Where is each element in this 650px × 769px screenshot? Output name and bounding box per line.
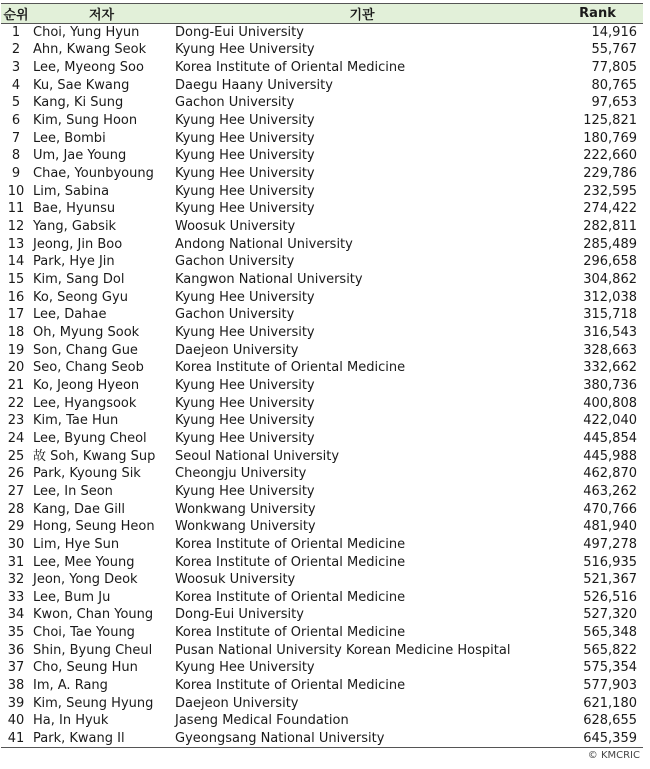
author-cell: Shin, Byung Cheul	[33, 642, 153, 658]
table-row	[1, 94, 643, 112]
rank-cell: 16	[7, 289, 25, 305]
author-cell: Ko, Jeong Hyeon	[33, 377, 140, 393]
score-cell: 296,658	[583, 254, 637, 270]
score-cell: 445,854	[583, 430, 637, 446]
table-body	[1, 24, 643, 748]
author-cell: Park, Kyoung Sik	[33, 466, 141, 482]
author-cell: Lee, Mee Young	[33, 554, 135, 570]
rank-cell: 5	[11, 95, 21, 111]
rank-cell: 10	[7, 183, 25, 199]
table-row	[1, 147, 643, 165]
score-cell: 304,862	[583, 272, 637, 288]
author-cell: Kim, Sang Dol	[33, 272, 125, 288]
author-cell: Lim, Hye Sun	[33, 536, 120, 552]
rank-cell: 14	[7, 254, 25, 270]
score-cell: 516,935	[583, 554, 637, 570]
score-cell: 229,786	[583, 166, 637, 182]
header-score: Rank	[552, 4, 643, 24]
rank-cell: 15	[7, 272, 25, 288]
table-row	[1, 235, 643, 253]
score-cell: 125,821	[583, 113, 637, 129]
table-row	[1, 447, 643, 465]
score-cell: 222,660	[583, 148, 637, 164]
table-header-row	[1, 4, 643, 24]
institution-cell: Pusan National University Korean Medicine Hospital	[175, 642, 511, 658]
rank-cell: 35	[7, 625, 25, 641]
author-cell: Im, A. Rang	[33, 678, 108, 694]
table-row	[1, 694, 643, 712]
institution-cell: Korea Institute of Oriental Medicine	[175, 554, 406, 570]
rank-cell: 17	[7, 307, 25, 323]
score-cell: 55,767	[591, 42, 637, 58]
institution-cell: Korea Institute of Oriental Medicine	[175, 536, 406, 552]
table-row	[1, 200, 643, 218]
table-row	[1, 112, 643, 130]
rank-cell: 31	[7, 554, 25, 570]
institution-cell: Korea Institute of Oriental Medicine	[175, 678, 406, 694]
rank-cell: 27	[7, 483, 25, 499]
author-cell: Ahn, Kwang Seok	[33, 42, 147, 58]
author-cell: Yang, Gabsik	[33, 219, 117, 235]
institution-cell: Cheongju University	[175, 466, 307, 482]
rank-cell: 22	[7, 395, 25, 411]
table-row	[1, 589, 643, 607]
author-cell: Lee, Bum Ju	[33, 589, 111, 605]
institution-cell: Kyung Hee University	[175, 166, 315, 182]
table-row	[1, 359, 643, 377]
score-cell: 445,988	[583, 448, 637, 464]
author-cell: Kang, Ki Sung	[33, 95, 124, 111]
rank-cell: 29	[7, 519, 25, 535]
institution-cell: Kyung Hee University	[175, 42, 315, 58]
score-cell: 312,038	[583, 289, 637, 305]
author-cell: Kim, Seung Hyung	[33, 695, 154, 711]
institution-cell: Kyung Hee University	[175, 183, 315, 199]
rank-cell: 20	[7, 360, 25, 376]
author-cell: Lee, Byung Cheol	[33, 430, 147, 446]
score-cell: 97,653	[591, 95, 637, 111]
score-cell: 481,940	[583, 519, 637, 535]
score-cell: 180,769	[583, 130, 637, 146]
author-cell: Kim, Tae Hun	[33, 413, 119, 429]
institution-cell: Korea Institute of Oriental Medicine	[175, 589, 406, 605]
rank-cell: 19	[7, 342, 25, 358]
author-cell: Chae, Younbyoung	[33, 166, 154, 182]
rank-cell: 18	[7, 324, 25, 340]
institution-cell: Kyung Hee University	[175, 201, 315, 217]
score-cell: 645,359	[552, 730, 643, 748]
rank-cell: 21	[7, 377, 25, 393]
table-row	[1, 536, 643, 554]
table-row	[1, 182, 643, 200]
institution-cell: Seoul National University	[175, 448, 340, 464]
institution-cell: Dong-Eui University	[175, 25, 304, 41]
score-cell: 14,916	[591, 25, 637, 41]
rank-cell: 39	[7, 695, 25, 711]
institution-cell: Kyung Hee University	[175, 413, 315, 429]
author-cell: Lim, Sabina	[33, 183, 110, 199]
rank-cell: 4	[11, 77, 21, 93]
score-cell: 565,348	[583, 625, 637, 641]
rank-cell: 8	[11, 148, 21, 164]
rank-cell: 25	[7, 448, 25, 464]
institution-cell: Wonkwang University	[175, 519, 316, 535]
author-cell: Um, Jae Young	[33, 148, 127, 164]
rank-cell: 36	[7, 642, 25, 658]
score-cell: 462,870	[583, 466, 637, 482]
score-cell: 497,278	[583, 536, 637, 552]
rank-cell: 23	[7, 413, 25, 429]
table-row	[1, 218, 643, 236]
score-cell: 282,811	[583, 219, 637, 235]
table-row	[1, 465, 643, 483]
institution-cell: Woosuk University	[175, 219, 296, 235]
author-cell: Lee, Myeong Soo	[33, 60, 144, 76]
table-row	[1, 41, 643, 59]
institution-cell: Wonkwang University	[175, 501, 316, 517]
institution-cell: Korea Institute of Oriental Medicine	[175, 625, 406, 641]
institution-cell: Kyung Hee University	[175, 289, 315, 305]
rank-cell: 11	[7, 201, 25, 217]
rank-cell: 1	[11, 25, 21, 41]
score-cell: 80,765	[591, 77, 637, 93]
rank-cell: 34	[7, 607, 25, 623]
score-cell: 565,822	[583, 642, 637, 658]
table-row	[1, 24, 643, 42]
score-cell: 521,367	[583, 572, 637, 588]
table-row	[1, 677, 643, 695]
author-cell: Lee, Bombi	[33, 130, 106, 146]
author-cell: Jeong, Jin Boo	[33, 236, 123, 252]
score-cell: 526,516	[583, 589, 637, 605]
rank-cell: 28	[7, 501, 25, 517]
table-row	[1, 430, 643, 448]
institution-cell: Gachon University	[175, 95, 295, 111]
institution-cell: Daejeon University	[175, 342, 299, 358]
author-cell: Choi, Yung Hyun	[33, 25, 140, 41]
rank-cell: 13	[7, 236, 25, 252]
score-cell: 400,808	[583, 395, 637, 411]
author-cell: Kwon, Chan Young	[33, 607, 154, 623]
author-cell: Park, Hye Jin	[33, 254, 115, 270]
score-cell: 621,180	[583, 695, 637, 711]
rank-cell: 33	[7, 589, 25, 605]
author-cell: Ku, Sae Kwang	[33, 77, 130, 93]
score-cell: 232,595	[583, 183, 637, 199]
rank-cell: 3	[11, 60, 21, 76]
table-row	[1, 324, 643, 342]
table-row	[1, 641, 643, 659]
score-cell: 380,736	[583, 377, 637, 393]
rank-cell: 32	[7, 572, 25, 588]
score-cell: 527,320	[583, 607, 637, 623]
score-cell: 628,655	[583, 713, 637, 729]
score-cell: 285,489	[583, 236, 637, 252]
table-row	[1, 712, 643, 730]
institution-cell: Kyung Hee University	[175, 130, 315, 146]
rank-cell: 30	[7, 536, 25, 552]
score-cell: 463,262	[583, 483, 637, 499]
institution-cell: Korea Institute of Oriental Medicine	[175, 360, 406, 376]
institution-cell: Kangwon National University	[175, 272, 363, 288]
institution-cell: Gyeongsang National University	[172, 730, 552, 748]
rank-cell: 7	[11, 130, 21, 146]
author-cell: Kim, Sung Hoon	[33, 113, 138, 129]
score-cell: 470,766	[583, 501, 637, 517]
institution-cell: Woosuk University	[175, 572, 296, 588]
header-rank: 순위	[1, 4, 31, 24]
table-row	[1, 571, 643, 589]
author-cell: Lee, Dahae	[33, 307, 107, 323]
institution-cell: Daegu Haany University	[175, 77, 333, 93]
institution-cell: Kyung Hee University	[175, 430, 315, 446]
table-row	[1, 271, 643, 289]
rank-cell: 9	[11, 166, 21, 182]
author-cell: Oh, Myung Sook	[33, 324, 140, 340]
score-cell: 316,543	[583, 324, 637, 340]
rank-cell: 37	[7, 660, 25, 676]
table-row	[1, 553, 643, 571]
rank-cell: 38	[7, 678, 25, 694]
author-cell: Lee, Hyangsook	[33, 395, 137, 411]
institution-cell: Kyung Hee University	[175, 148, 315, 164]
score-cell: 422,040	[583, 413, 637, 429]
author-cell: Ha, In Hyuk	[33, 713, 109, 729]
author-cell: Jeon, Yong Deok	[33, 572, 138, 588]
institution-cell: Daejeon University	[175, 695, 299, 711]
table-row	[1, 59, 643, 77]
table-row	[1, 306, 643, 324]
author-cell: Ko, Seong Gyu	[33, 289, 128, 305]
author-cell: Cho, Seung Hun	[33, 660, 138, 676]
score-cell: 332,662	[583, 360, 637, 376]
table-row	[1, 288, 643, 306]
table-row	[1, 129, 643, 147]
author-cell: Lee, In Seon	[33, 483, 113, 499]
table-row	[1, 659, 643, 677]
score-cell: 577,903	[583, 678, 637, 694]
author-cell: Bae, Hyunsu	[33, 201, 116, 217]
rank-cell: 24	[7, 430, 25, 446]
rank-cell: 12	[7, 219, 25, 235]
author-cell: Park, Kwang Il	[31, 730, 172, 748]
score-cell: 77,805	[591, 60, 637, 76]
institution-cell: Kyung Hee University	[175, 395, 315, 411]
score-cell: 328,663	[583, 342, 637, 358]
table-row	[1, 165, 643, 183]
rank-cell: 26	[7, 466, 25, 482]
author-cell: 故 Soh, Kwang Sup	[33, 448, 156, 464]
institution-cell: Gachon University	[175, 254, 295, 270]
table-row	[1, 412, 643, 430]
institution-cell: Kyung Hee University	[175, 660, 315, 676]
table-row	[1, 394, 643, 412]
institution-cell: Dong-Eui University	[175, 607, 304, 623]
score-cell: 274,422	[583, 201, 637, 217]
table-row	[1, 253, 643, 271]
institution-cell: Andong National University	[175, 236, 353, 252]
table-row	[1, 341, 643, 359]
table-row	[1, 518, 643, 536]
header-author: 저자	[31, 4, 172, 24]
copyright: © KMCRIC	[587, 750, 640, 761]
score-cell: 315,718	[583, 307, 637, 323]
institution-cell: Kyung Hee University	[175, 377, 315, 393]
institution-cell: Gachon University	[175, 307, 295, 323]
table-row	[1, 76, 643, 94]
institution-cell: Kyung Hee University	[175, 113, 315, 129]
rank-cell: 6	[11, 113, 21, 129]
author-cell: Choi, Tae Young	[33, 625, 135, 641]
rank-cell: 41	[1, 730, 31, 748]
header-institution: 기관	[172, 4, 552, 24]
table-row	[1, 377, 643, 395]
author-cell: Seo, Chang Seob	[33, 360, 144, 376]
table-row	[1, 483, 643, 501]
table-row	[1, 730, 643, 748]
institution-cell: Kyung Hee University	[175, 324, 315, 340]
ranking-table	[1, 3, 643, 748]
table-row	[1, 624, 643, 642]
table-row	[1, 500, 643, 518]
rank-cell: 2	[11, 42, 21, 58]
score-cell: 575,354	[583, 660, 637, 676]
table-row	[1, 606, 643, 624]
author-cell: Kang, Dae Gill	[33, 501, 126, 517]
rank-cell: 40	[7, 713, 25, 729]
institution-cell: Korea Institute of Oriental Medicine	[175, 60, 406, 76]
institution-cell: Jaseng Medical Foundation	[175, 713, 349, 729]
institution-cell: Kyung Hee University	[175, 483, 315, 499]
author-cell: Son, Chang Gue	[33, 342, 138, 358]
author-cell: Hong, Seung Heon	[33, 519, 155, 535]
